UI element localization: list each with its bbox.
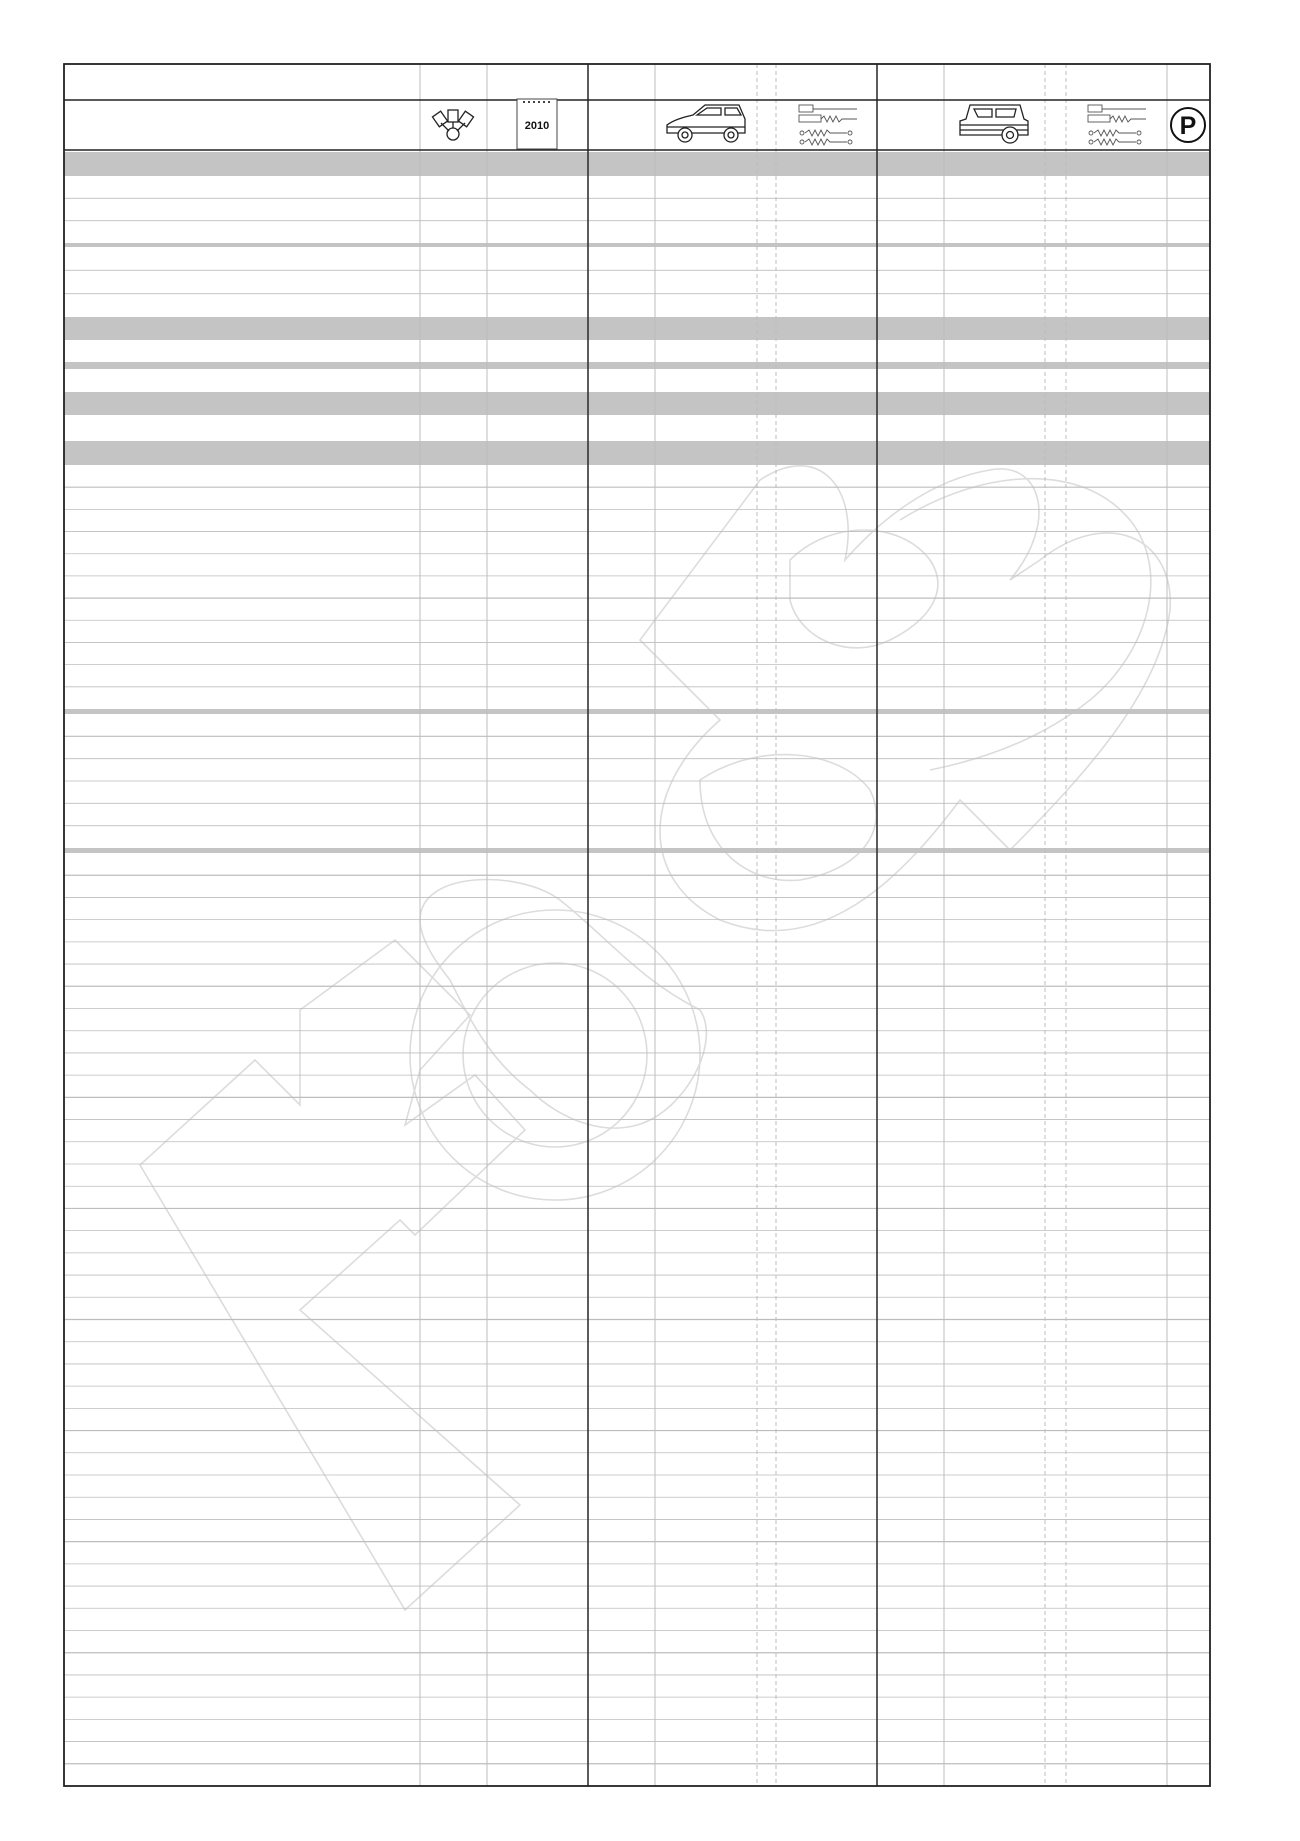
springs-icon: [1088, 105, 1146, 145]
watermark-letter-y: [420, 880, 706, 1129]
watermark-swoosh: [900, 479, 1151, 770]
hatchback-car-icon: [667, 105, 745, 142]
section-band-1: [64, 243, 1210, 247]
section-band-5: [64, 441, 1210, 465]
watermark-ring-outer: [410, 910, 700, 1200]
section-band-0: [64, 152, 1210, 176]
calendar-icon: [517, 99, 557, 149]
watermark-letter-b: [640, 466, 1170, 931]
header-icons: [432, 99, 1205, 149]
parking-letter: P: [1179, 112, 1197, 140]
parking-icon: [1171, 108, 1205, 142]
watermark-letter-b-inner: [790, 530, 938, 648]
watermark-letter-b-lower: [700, 755, 876, 881]
section-band-4: [64, 392, 1210, 415]
compact-car-icon: [960, 105, 1028, 143]
pistons-icon: [432, 110, 473, 140]
catalogue-grid: [64, 64, 1210, 1786]
springs-icon: [799, 105, 857, 145]
section-band-6: [64, 709, 1210, 714]
section-band-7: [64, 848, 1210, 853]
section-band-3: [64, 362, 1210, 369]
calendar-year-label: 2010: [524, 120, 550, 132]
section-band-2: [64, 317, 1210, 340]
